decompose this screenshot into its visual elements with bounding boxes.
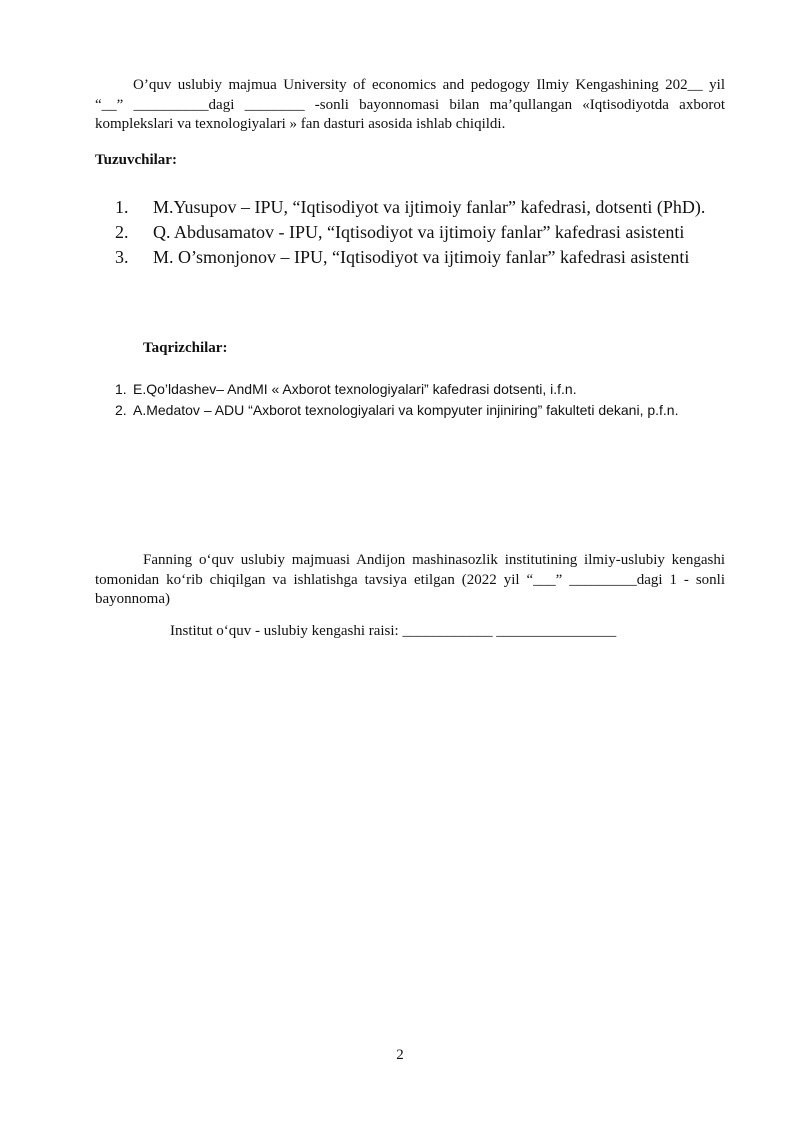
authors-list [95, 195, 725, 270]
approval-paragraph: Fanning o‘quv uslubiy majmuasi Andijon mashinasozlik institutining ilmiy-uslubiy kengashi tomonidan ko‘rib chiqilgan va ishlatishga tavsiya etilgan (2022 yil “___” _________dagi 1 - sonli bayonnoma) [95, 552, 725, 607]
author-item [95, 195, 725, 220]
author-item [95, 220, 725, 245]
reviewers-heading: Taqrizchilar: [143, 340, 228, 356]
reviewer-item [95, 379, 725, 400]
author-number: 1. [115, 197, 129, 217]
author-text: Q. Abdusamatov - IPU, “Iqtisodiyot va ijtimoiy fanlar” kafedrasi asistenti [153, 222, 685, 242]
authors-heading: Tuzuvchilar: [95, 152, 177, 168]
author-number: 2. [115, 222, 129, 242]
author-text: M.Yusupov – IPU, “Iqtisodiyot va ijtimoiy fanlar” kafedrasi, dotsenti (PhD). [153, 197, 706, 217]
reviewer-number: 1. [115, 381, 127, 397]
reviewer-text: E.Qo’ldashev– AndMI « Axborot texnologiyalari” kafedrasi dotsenti, i.f.n. [133, 381, 577, 397]
reviewer-text: A.Medatov – ADU “Axborot texnologiyalari va kompyuter injiniring” fakulteti dekani, p.f.n. [133, 402, 679, 418]
page-number: 2 [396, 1047, 404, 1063]
author-text: M. O’smonjonov – IPU, “Iqtisodiyot va ijtimoiy fanlar” kafedrasi asistenti [153, 247, 690, 267]
author-number: 3. [115, 247, 129, 267]
intro-paragraph: O’quv uslubiy majmua University of economics and pedogogy Ilmiy Kengashining 202__ yil “__” __________dagi ________ -sonli bayonnomasi bilan ma’qullangan «Iqtisodiyotda axborot komplekslari va texnologiyalari » fan dasturi asosida ishlab chiqildi. [95, 77, 725, 132]
author-item [95, 245, 725, 270]
signature-line: Institut o‘quv - uslubiy kengashi raisi: ____________ ________________ [170, 623, 617, 639]
reviewers-list [95, 379, 725, 421]
reviewer-number: 2. [115, 402, 127, 418]
reviewer-item [95, 400, 725, 421]
